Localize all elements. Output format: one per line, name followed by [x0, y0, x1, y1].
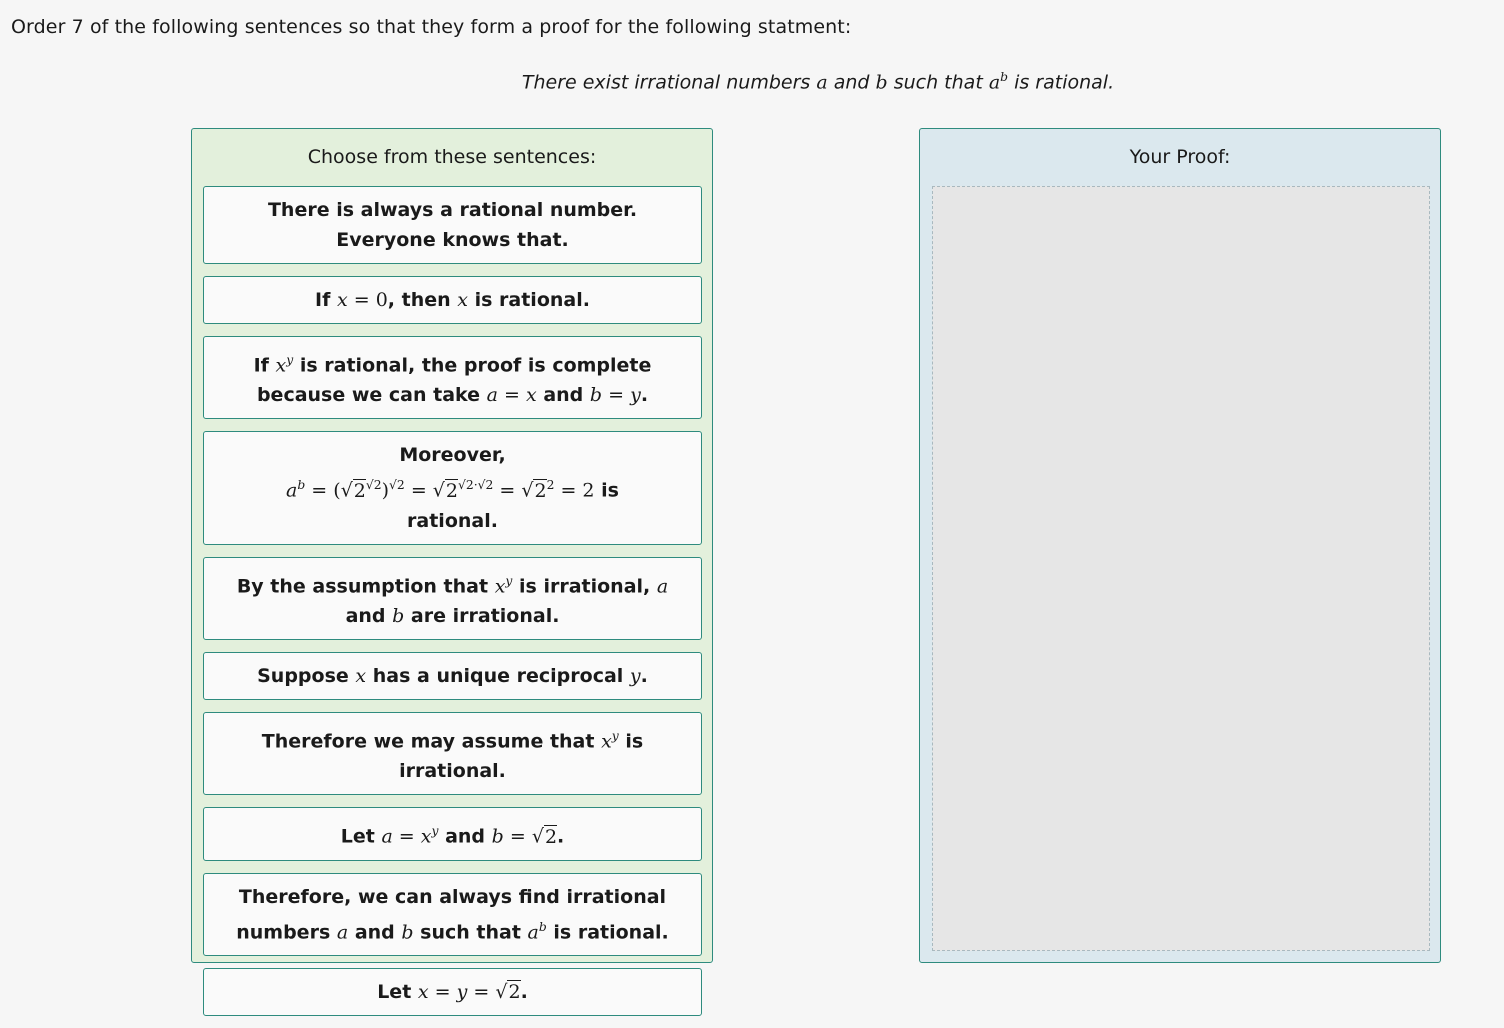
proof-panel-title: Your Proof: — [1129, 146, 1231, 168]
sentence-card-let-a-b[interactable]: Let $a = x^y$ and b = √2. — [203, 807, 702, 860]
sentence-card-assumption-irrational[interactable]: By the assumption that $x^y$ is irrational, a and b are irrational. — [203, 557, 702, 640]
sentence-source-panel — [191, 128, 713, 1003]
proof-panel — [919, 128, 1441, 963]
instructions-text: Order 7 of the following sentences so that they form a proof for the following statment: — [11, 16, 852, 38]
sentence-card-assume-irrational[interactable]: Therefore we may assume that $x^y$ is irrational. — [203, 712, 702, 795]
proof-drop-zone[interactable] — [932, 186, 1430, 951]
sentence-list — [203, 186, 702, 1028]
sentence-card-let-x-y[interactable]: Let x = y = √2. — [203, 968, 702, 1016]
sentence-card-if-x-zero[interactable]: If x = 0, then x is rational. — [203, 276, 702, 324]
sentence-card-conclusion[interactable]: Therefore, we can always find irrational numbers a and b such that $a^b$ is rational. — [203, 873, 702, 956]
sentence-card-always-rational[interactable]: There is always a rational number. Everyone knows that. — [203, 186, 702, 264]
sentence-card-unique-reciprocal[interactable]: Suppose x has a unique reciprocal y. — [203, 652, 702, 700]
sentence-card-moreover-computation[interactable]: Moreover, $a^b = (√2^{√2})^{√2} = √2^{√2\cdot√2} = √2^2 = 2$ is rational. — [203, 431, 702, 544]
source-panel-title: Choose from these sentences: — [307, 146, 597, 168]
theorem-statement: There exist irrational numbers a and b such that $a^b$ is rational. — [521, 70, 1115, 94]
power-computation-formula: $a^b = (√2^{√2})^{√2} = √2^{√2\cdot√2} = √2^2 = 2$ is — [286, 478, 619, 502]
sentence-card-if-xy-rational[interactable]: If $x^y$ is rational, the proof is complete because we can take a = x and b = y. — [203, 336, 702, 419]
